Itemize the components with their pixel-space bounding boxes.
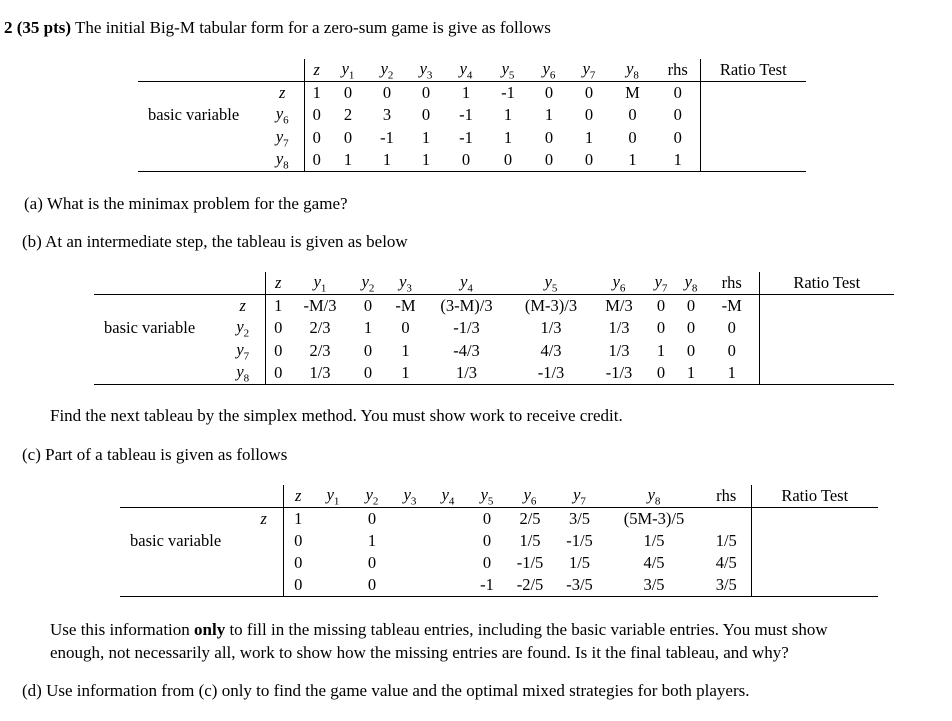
tableau-cell: 0	[645, 362, 677, 385]
tableau-cell	[429, 574, 467, 597]
header-y5: $y_5$	[509, 272, 593, 295]
tableau-cell: M/3	[605, 296, 633, 316]
tableau-row	[94, 317, 894, 339]
tableau-cell	[702, 508, 751, 531]
tableau-cell: 0	[656, 318, 666, 338]
tableau-cell: (M-3)/3	[524, 296, 578, 316]
basis-cell: $y_2$	[236, 317, 250, 340]
tableau-cell	[313, 574, 353, 597]
tableau-cell: 0	[656, 127, 700, 149]
part-c-text: Part of a tableau is given as follows	[45, 445, 288, 464]
header-z: z	[283, 485, 313, 508]
tableau-cell: 1/5	[568, 553, 591, 573]
tableau-cell: -4/3	[453, 340, 480, 360]
ratio-test-cell	[759, 362, 894, 385]
tableau-row	[138, 127, 806, 149]
tableau-cell: -1	[467, 574, 507, 597]
tableau-cell: 3/5	[606, 574, 702, 597]
tableau-cell: -1/3	[509, 362, 593, 385]
tableau-cell: -M/3	[303, 296, 337, 316]
header-y1: $y_1$	[313, 485, 353, 508]
ratio-test-cell	[759, 295, 894, 318]
tableau-cell: 0	[265, 362, 291, 385]
basis-cell: $y_7$	[236, 339, 250, 362]
header-y3: $y_3$	[387, 272, 424, 295]
problem-heading	[4, 18, 551, 38]
tableau-cell: 1	[407, 149, 445, 172]
tableau-cell: (3-M)/3	[440, 296, 493, 316]
emphasis-only: only	[194, 620, 226, 639]
tableau-cell	[391, 552, 429, 574]
tableau-cell: 1	[503, 105, 513, 125]
part-a	[24, 194, 348, 214]
part-c-label: (c)	[22, 445, 41, 464]
ratio-test-cell	[751, 552, 878, 574]
header-y6: $y_6$	[507, 485, 553, 508]
tableau-cell: 1	[387, 362, 424, 385]
tableau-cell: 3/5	[568, 509, 591, 529]
tableau-cell: 1	[503, 127, 513, 147]
tableau-cell: 0	[656, 82, 700, 105]
part-b-label: (b)	[22, 232, 42, 251]
tableau-cell: 0	[628, 127, 637, 147]
basis-cell: z	[279, 83, 286, 103]
part-a-label: (a)	[24, 194, 43, 213]
tableau-cell	[391, 508, 429, 531]
tableau-cell: 2/3	[309, 340, 331, 360]
tableau-cell: 1/5	[702, 530, 751, 552]
header-y8: $y_8$	[606, 485, 702, 508]
tableau-cell: -1	[380, 127, 394, 147]
tableau-row	[94, 295, 894, 318]
tableau-cell: 0	[584, 105, 594, 125]
tableau-cell	[429, 508, 467, 531]
tableau-cell: 0	[349, 362, 387, 385]
tableau-cell: 0	[705, 317, 759, 339]
basis-cell: $y_6$	[275, 104, 289, 127]
part-d-label: (d)	[22, 681, 42, 700]
tableau-cell: -1	[501, 83, 515, 103]
basis-cell: z	[260, 509, 267, 529]
tableau-row	[94, 362, 894, 385]
part-d-text: Use information from (c) only to find the game value and the optimal mixed strategies for both players.	[46, 681, 750, 700]
tableau-cell: 0	[265, 317, 291, 339]
tableau-cell: 0	[304, 104, 329, 126]
header-y3: $y_3$	[391, 485, 429, 508]
basic-variable-label: basic variable	[104, 318, 196, 338]
tableau-cell	[313, 508, 353, 531]
tableau-cell: 0	[544, 127, 554, 147]
tableau-cell: 0	[445, 149, 487, 172]
header-y8: $y_8$	[677, 272, 705, 295]
tableau-cell: M	[625, 83, 640, 103]
tableau-cell: 0	[686, 318, 696, 338]
header-y7: $y_7$	[645, 272, 677, 295]
basic-variable-label	[138, 82, 261, 105]
basic-variable-label	[94, 362, 221, 385]
tableau-cell: -1/5	[516, 553, 544, 573]
ratio-test-cell	[700, 149, 806, 172]
tableau-cell: -1/3	[453, 318, 480, 338]
part-c-instruction-2: enough, not necessarily all, work to show how the missing entries are found. Is it the final tableau, and why?	[50, 643, 789, 662]
tableau-cell	[391, 574, 429, 597]
tableau-cell: 0	[628, 105, 637, 125]
problem-points: (35 pts)	[16, 18, 72, 37]
basic-variable-label	[94, 295, 221, 318]
tableau-cell: 0	[283, 552, 313, 574]
tableau-cell: 1/3	[424, 362, 509, 385]
header-y8: $y_8$	[609, 59, 656, 82]
header-y6: $y_6$	[529, 59, 569, 82]
tableau-cell: 2/5	[519, 509, 541, 529]
tableau-initial	[138, 59, 806, 172]
header-y4: $y_4$	[445, 59, 487, 82]
tableau-cell: 1/3	[608, 318, 630, 338]
tableau-cell: 1	[584, 127, 594, 147]
ratio-test-cell	[759, 340, 894, 362]
header-y7: $y_7$	[569, 59, 609, 82]
part-c	[22, 445, 287, 465]
tableau-cell: 4/5	[643, 553, 665, 573]
tableau-cell: 2	[343, 105, 353, 125]
tableau-cell: 1	[544, 105, 554, 125]
tableau-cell: 1	[367, 149, 407, 172]
tableau-cell: 0	[482, 509, 492, 529]
header-z: z	[265, 272, 291, 295]
tableau-cell: 1	[329, 149, 367, 172]
tableau-cell: 4/5	[702, 552, 751, 574]
tableau-cell: 0	[363, 340, 373, 360]
header-rhs: rhs	[705, 272, 759, 295]
header-z: z	[304, 59, 329, 82]
header-y2: $y_2$	[367, 59, 407, 82]
tableau-cell: 0	[584, 83, 594, 103]
tableau-cell: 0	[343, 83, 353, 103]
tableau-cell: -M	[705, 295, 759, 318]
header-y5: $y_5$	[487, 59, 529, 82]
tableau-row	[120, 508, 878, 531]
header-y1: $y_1$	[329, 59, 367, 82]
tableau-cell: 1/5	[643, 531, 665, 551]
header-ratio-test: Ratio Test	[759, 272, 894, 295]
tableau-row	[138, 149, 806, 172]
problem-text: The initial Big-M tabular form for a zero-sum game is give as follows	[75, 18, 551, 37]
tableau-row	[120, 574, 878, 597]
problem-number: 2	[4, 18, 13, 37]
header-y3: $y_3$	[407, 59, 445, 82]
tableau-cell: 0	[363, 296, 373, 316]
tableau-cell: 1	[367, 531, 377, 551]
tableau-cell: 0	[482, 531, 492, 551]
tableau-cell: 1/5	[519, 531, 541, 551]
basic-variable-label	[94, 340, 221, 362]
tableau-row	[138, 82, 806, 105]
basic-variable-label	[120, 574, 245, 597]
ratio-test-cell	[700, 82, 806, 105]
basis-cell	[245, 530, 283, 552]
tableau-cell: 1/3	[540, 318, 562, 338]
tableau-intermediate	[94, 272, 894, 385]
basis-cell: $y_8$	[221, 362, 265, 385]
tableau-cell	[429, 552, 467, 574]
tableau-cell: -1/3	[593, 362, 645, 385]
basis-cell: $y_8$	[261, 149, 304, 172]
ratio-test-cell	[751, 508, 878, 531]
tableau-cell	[429, 530, 467, 552]
ratio-test-cell	[700, 104, 806, 126]
tableau-cell: 4/3	[540, 340, 562, 360]
tableau-cell: 0	[656, 296, 666, 316]
part-c-instruction-1: Use this information only to fill in the missing tableau entries, including the basic variable entries. You must show	[50, 620, 828, 639]
header-rhs: rhs	[656, 59, 700, 82]
tableau-cell: 1	[705, 362, 759, 385]
tableau-cell: 0	[304, 127, 329, 149]
basic-variable-label	[120, 552, 245, 574]
tableau-cell: 1	[421, 127, 431, 147]
tableau-cell: 0	[367, 553, 377, 573]
tableau-cell: 0	[544, 83, 554, 103]
tableau-cell: 1	[401, 340, 410, 360]
tableau-cell	[313, 552, 353, 574]
tableau-cell: 1	[656, 149, 700, 172]
tableau-row	[94, 340, 894, 362]
header-ratio-test: Ratio Test	[751, 485, 878, 508]
header-y6: $y_6$	[593, 272, 645, 295]
tableau-cell: 0	[421, 83, 431, 103]
header-rhs: rhs	[702, 485, 751, 508]
tableau-cell: 0	[656, 104, 700, 126]
tableau-cell: 1	[677, 362, 705, 385]
tableau-cell	[313, 530, 353, 552]
tableau-cell: -1	[459, 127, 473, 147]
tableau-cell: 3/5	[702, 574, 751, 597]
tableau-cell: -3/5	[553, 574, 606, 597]
basis-cell	[245, 552, 283, 574]
basic-variable-label: basic variable	[148, 105, 240, 125]
part-a-text: What is the minimax problem for the game?	[46, 194, 348, 213]
tableau-cell: 0	[686, 296, 696, 316]
header-y4: $y_4$	[429, 485, 467, 508]
tableau-cell: 0	[401, 318, 410, 338]
tableau-cell: 0	[283, 530, 313, 552]
tableau-cell: -2/5	[507, 574, 553, 597]
tableau-cell: 0	[569, 149, 609, 172]
tableau-cell: 0	[382, 83, 392, 103]
header-ratio-test: Ratio Test	[700, 59, 806, 82]
tableau-cell: 1/3	[608, 340, 630, 360]
tableau-cell: 0	[367, 509, 377, 529]
tableau-cell: 0	[482, 553, 492, 573]
ratio-test-cell	[700, 127, 806, 149]
tableau-row	[120, 530, 878, 552]
tableau-cell: 1	[283, 508, 313, 531]
tableau-cell: 1	[304, 82, 329, 105]
tableau-cell: 0	[265, 340, 291, 362]
header-y7: $y_7$	[553, 485, 606, 508]
part-b-instruction: Find the next tableau by the simplex method. You must show work to receive credit.	[50, 406, 623, 425]
tableau-cell: 1	[656, 340, 666, 360]
tableau-cell: 1	[461, 83, 471, 103]
tableau-row	[138, 104, 806, 126]
tableau-cell: 0	[421, 105, 431, 125]
tableau-cell: (5M-3)/5	[623, 509, 685, 529]
tableau-cell	[391, 530, 429, 552]
tableau-partial	[120, 485, 878, 597]
tableau-cell: 3	[382, 105, 392, 125]
header-y1: $y_1$	[291, 272, 349, 295]
part-d	[22, 681, 750, 701]
basic-variable-label	[138, 149, 261, 172]
header-y4: $y_4$	[424, 272, 509, 295]
tableau-cell: 0	[686, 340, 696, 360]
tableau-cell: 0	[487, 149, 529, 172]
basic-variable-label: basic variable	[130, 531, 222, 551]
part-b	[22, 232, 408, 252]
ratio-test-cell	[751, 530, 878, 552]
tableau-cell: 0	[304, 149, 329, 172]
basis-cell: z	[239, 296, 246, 316]
ratio-test-cell	[751, 574, 878, 597]
header-y5: $y_5$	[467, 485, 507, 508]
tableau-cell: -1	[459, 105, 473, 125]
tableau-cell: 2/3	[309, 318, 331, 338]
tableau-cell: 1/3	[291, 362, 349, 385]
tableau-cell: 0	[529, 149, 569, 172]
tableau-cell: -1/5	[566, 531, 593, 551]
tableau-cell: 0	[343, 127, 353, 147]
basic-variable-label	[138, 127, 261, 149]
tableau-cell: 1	[609, 149, 656, 172]
basis-cell	[245, 574, 283, 597]
basic-variable-label	[120, 508, 245, 531]
tableau-cell: 0	[353, 574, 391, 597]
basis-cell: $y_7$	[275, 126, 289, 149]
tableau-cell: 0	[705, 340, 759, 362]
header-y2: $y_2$	[353, 485, 391, 508]
tableau-cell: 1	[265, 295, 291, 318]
tableau-cell: 0	[283, 574, 313, 597]
header-y2: $y_2$	[349, 272, 387, 295]
ratio-test-cell	[759, 317, 894, 339]
tableau-row	[120, 552, 878, 574]
part-b-text: At an intermediate step, the tableau is given as below	[45, 232, 408, 251]
tableau-cell: 1	[363, 318, 373, 338]
tableau-cell: -M	[395, 296, 416, 316]
